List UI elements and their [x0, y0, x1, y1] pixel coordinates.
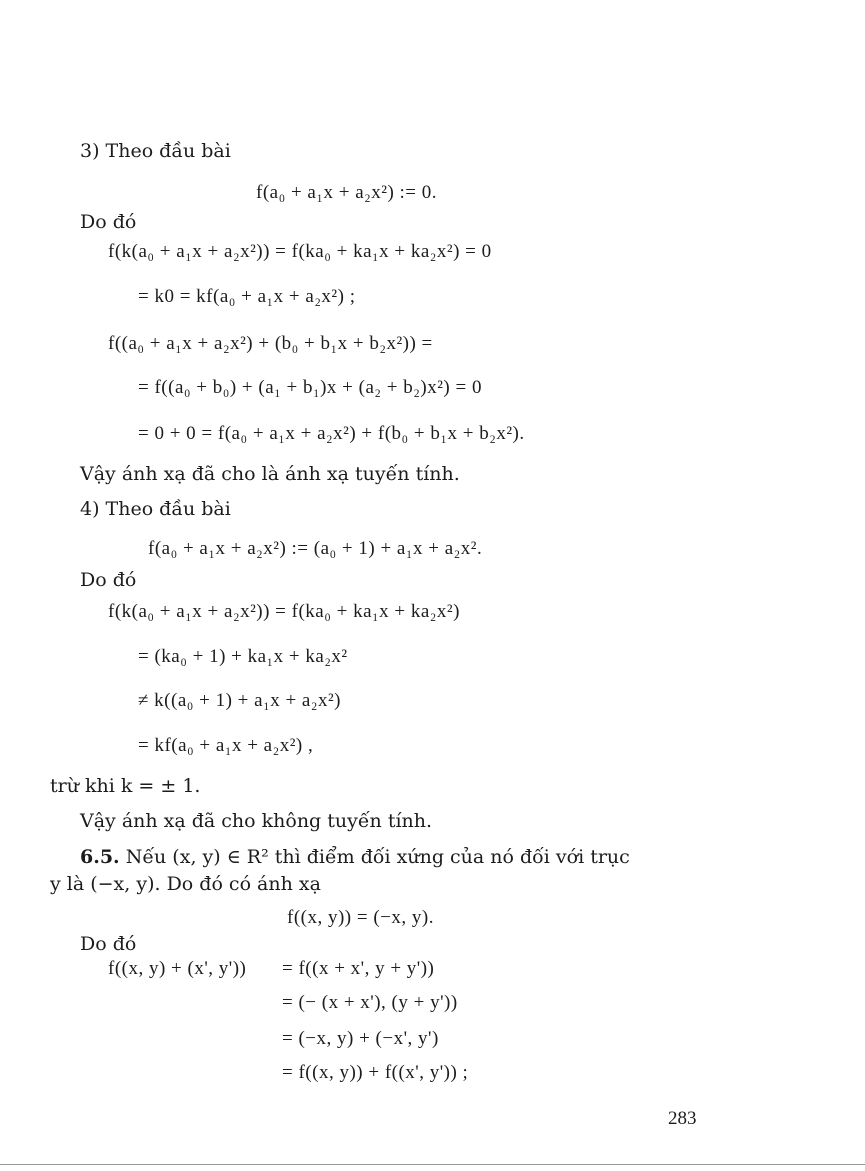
equation-sum-step4: = f((x, y)) + f((x', y')) ; [282, 1062, 469, 1083]
problem-6-5 [80, 845, 630, 869]
problem-text-cont: y là (−x, y). Do đó có ánh xạ [50, 873, 321, 895]
equation-item3-def: f(a₀ + a₁x + a₂x²) := 0. [256, 182, 438, 203]
equation-sum-step2: = (− (x + x'), (y + y')) [282, 992, 458, 1013]
equation-item3-sum: f((a₀ + a₁x + a₂x²) + (b₀ + b₁x + b₂x²)) = [108, 333, 433, 354]
equation-item4-scalar: f(k(a₀ + a₁x + a₂x²)) = f(ka₀ + ka₁x + ka₂x²) [108, 601, 460, 622]
do-do-label-2: Do đó [80, 569, 137, 591]
item-4-heading: 4) Theo đầu bài [80, 498, 231, 520]
equation-sum-step3: = (−x, y) + (−x', y') [282, 1028, 439, 1049]
page-number: 283 [668, 1108, 697, 1129]
conclusion-item4: Vậy ánh xạ đã cho không tuyến tính. [80, 810, 433, 832]
equation-item3-sum-cont1: = f((a₀ + b₀) + (a₁ + b₁)x + (a₂ + b₂)x²) = 0 [138, 377, 482, 398]
do-do-label: Do đó [80, 211, 137, 233]
item-3-heading: 3) Theo đầu bài [80, 140, 231, 162]
bottom-rule [0, 1164, 865, 1165]
equation-item4-def: f(a₀ + a₁x + a₂x²) := (a₀ + 1) + a₁x + a₂x². [148, 538, 483, 559]
exception-note: trừ khi k = ± 1. [50, 775, 201, 797]
equation-sum-step1: = f((x + x', y + y')) [282, 958, 435, 979]
equation-item4-cont2: ≠ k((a₀ + 1) + a₁x + a₂x²) [138, 690, 341, 711]
equation-map-def: f((x, y)) = (−x, y). [287, 907, 434, 928]
equation-item3-sum-cont2: = 0 + 0 = f(a₀ + a₁x + a₂x²) + f(b₀ + b₁x + b₂x²). [138, 423, 525, 444]
equation-item4-cont1: = (ka₀ + 1) + ka₁x + ka₂x² [138, 646, 348, 667]
equation-item4-cont3: = kf(a₀ + a₁x + a₂x²) , [138, 735, 314, 756]
problem-text: Nếu (x, y) ∈ R² thì điểm đối xứng của nó đối với trục [125, 846, 630, 868]
equation-sum-lhs: f((x, y) + (x', y')) [108, 958, 247, 979]
equation-item3-scalar-cont: = k0 = kf(a₀ + a₁x + a₂x²) ; [138, 286, 356, 307]
do-do-label-3: Do đó [80, 933, 137, 955]
problem-number: 6.5. [80, 846, 120, 868]
conclusion-item3: Vậy ánh xạ đã cho là ánh xạ tuyến tính. [80, 463, 460, 485]
equation-item3-scalar: f(k(a₀ + a₁x + a₂x²)) = f(ka₀ + ka₁x + ka₂x²) = 0 [108, 241, 492, 262]
